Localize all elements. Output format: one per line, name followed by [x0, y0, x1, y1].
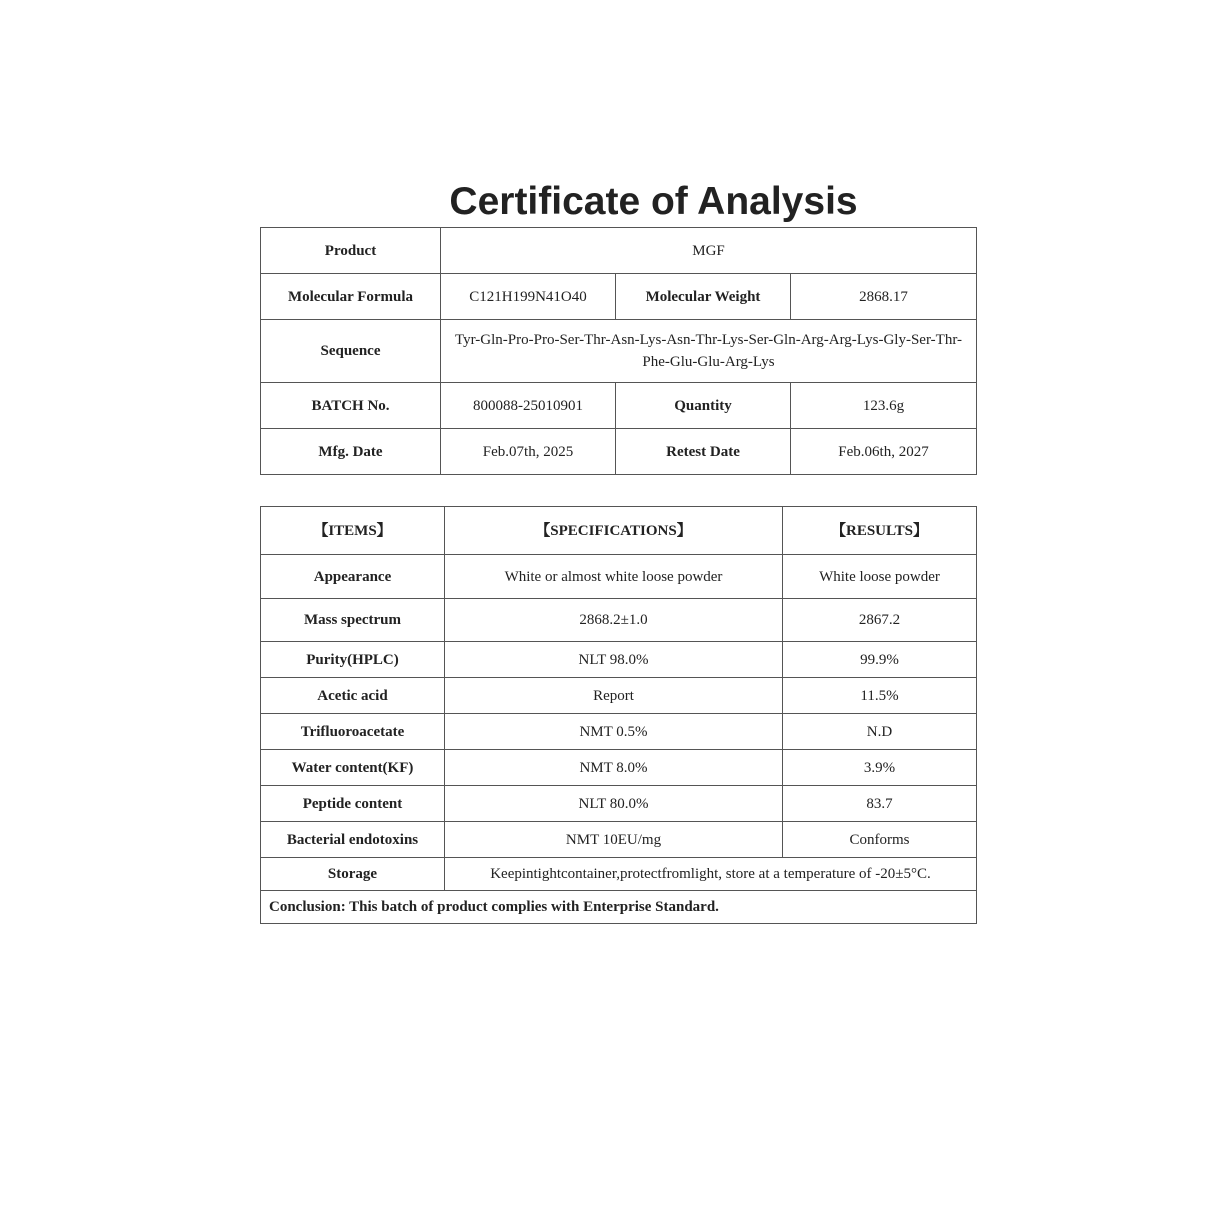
- result-cell: 83.7: [783, 786, 977, 822]
- table-row: [261, 786, 977, 822]
- product-row: [261, 228, 977, 274]
- header-results: 【RESULTS】: [783, 507, 977, 555]
- item-cell: Peptide content: [261, 786, 445, 822]
- quantity-label: Quantity: [616, 383, 791, 429]
- item-cell: Appearance: [261, 555, 445, 599]
- header-row: [261, 507, 977, 555]
- table-row: [261, 642, 977, 678]
- retest-date-value: Feb.06th, 2027: [791, 429, 977, 475]
- spec-cell: White or almost white loose powder: [445, 555, 783, 599]
- batch-row: [261, 383, 977, 429]
- table-row: [261, 555, 977, 599]
- conclusion-text: Conclusion: This batch of product complies with Enterprise Standard.: [261, 891, 977, 924]
- spec-cell: NLT 80.0%: [445, 786, 783, 822]
- mfg-date-value: Feb.07th, 2025: [441, 429, 616, 475]
- spec-cell: NMT 10EU/mg: [445, 822, 783, 858]
- table-row: [261, 714, 977, 750]
- result-cell: N.D: [783, 714, 977, 750]
- header-items: 【ITEMS】: [261, 507, 445, 555]
- item-cell: Water content(KF): [261, 750, 445, 786]
- quantity-value: 123.6g: [791, 383, 977, 429]
- product-info-table: [260, 227, 977, 475]
- document-title: Certificate of Analysis: [449, 180, 858, 223]
- storage-value: Keepintightcontainer,protectfromlight, store at a temperature of -20±5°C.: [445, 858, 977, 891]
- date-row: [261, 429, 977, 475]
- item-cell: Acetic acid: [261, 678, 445, 714]
- result-cell: 99.9%: [783, 642, 977, 678]
- spec-cell: NMT 0.5%: [445, 714, 783, 750]
- batch-value: 800088-25010901: [441, 383, 616, 429]
- sequence-label: Sequence: [261, 320, 441, 383]
- item-cell: Trifluoroacetate: [261, 714, 445, 750]
- table-row: [261, 678, 977, 714]
- formula-row: [261, 274, 977, 320]
- retest-date-label: Retest Date: [616, 429, 791, 475]
- storage-row: [261, 858, 977, 891]
- result-cell: 11.5%: [783, 678, 977, 714]
- item-cell: Purity(HPLC): [261, 642, 445, 678]
- weight-label: Molecular Weight: [616, 274, 791, 320]
- spec-cell: 2868.2±1.0: [445, 599, 783, 642]
- result-cell: 3.9%: [783, 750, 977, 786]
- formula-value: C121H199N41O40: [441, 274, 616, 320]
- batch-label: BATCH No.: [261, 383, 441, 429]
- sequence-value: Tyr-Gln-Pro-Pro-Ser-Thr-Asn-Lys-Asn-Thr-Lys-Ser-Gln-Arg-Arg-Lys-Gly-Ser-Thr-Phe-Glu-Glu-Arg-Lys: [441, 320, 977, 383]
- product-label: Product: [261, 228, 441, 274]
- result-cell: White loose powder: [783, 555, 977, 599]
- product-value: MGF: [441, 228, 977, 274]
- weight-value: 2868.17: [791, 274, 977, 320]
- item-cell: Mass spectrum: [261, 599, 445, 642]
- spec-cell: NLT 98.0%: [445, 642, 783, 678]
- header-specifications: 【SPECIFICATIONS】: [445, 507, 783, 555]
- mfg-date-label: Mfg. Date: [261, 429, 441, 475]
- test-results-table: [260, 506, 977, 924]
- conclusion-row: [261, 891, 977, 924]
- spec-cell: Report: [445, 678, 783, 714]
- storage-label: Storage: [261, 858, 445, 891]
- result-cell: 2867.2: [783, 599, 977, 642]
- table-row: [261, 822, 977, 858]
- sequence-row: [261, 320, 977, 383]
- item-cell: Bacterial endotoxins: [261, 822, 445, 858]
- table-row: [261, 750, 977, 786]
- table-row: [261, 599, 977, 642]
- spec-cell: NMT 8.0%: [445, 750, 783, 786]
- formula-label: Molecular Formula: [261, 274, 441, 320]
- result-cell: Conforms: [783, 822, 977, 858]
